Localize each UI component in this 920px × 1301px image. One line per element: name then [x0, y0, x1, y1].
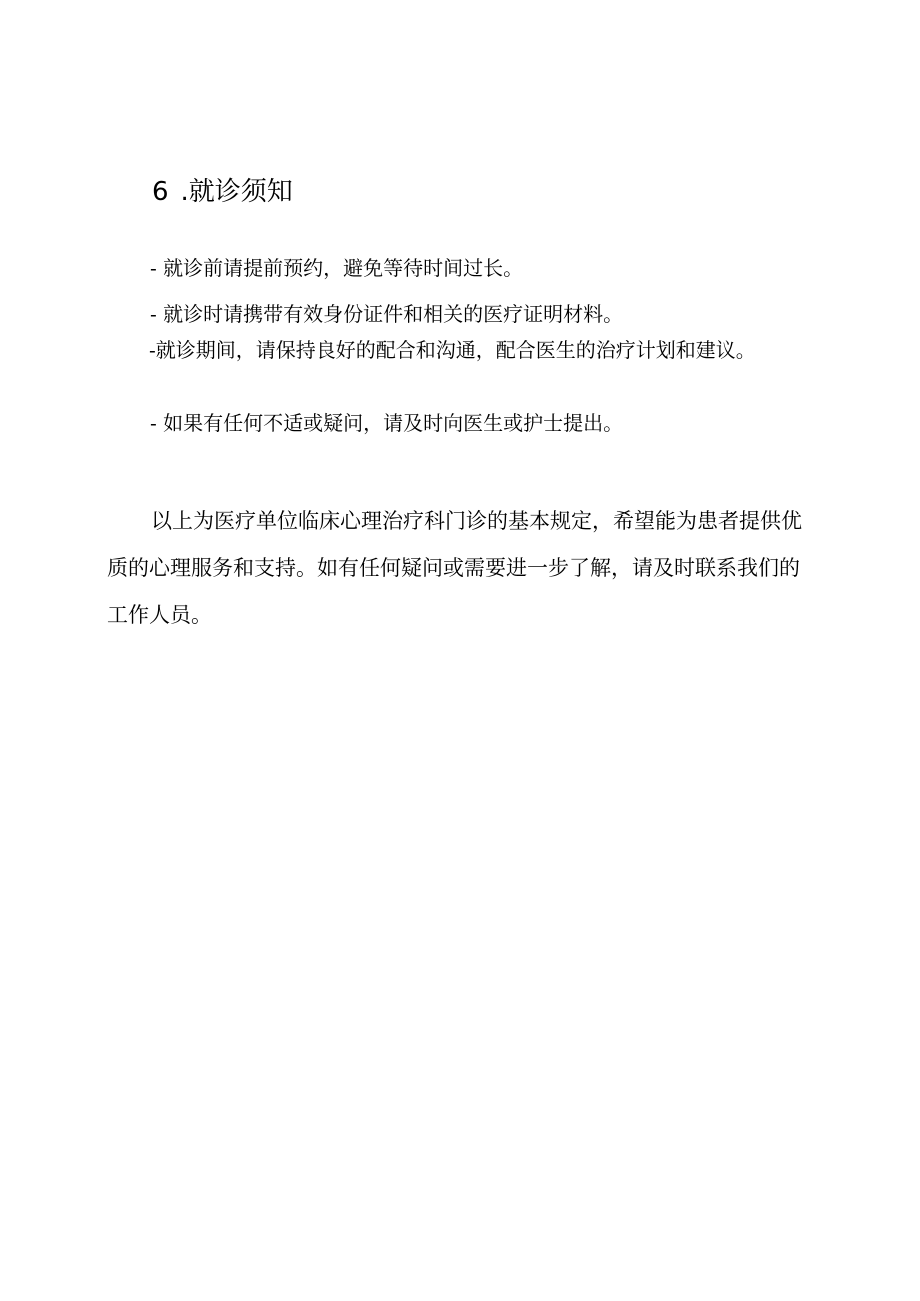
notice-item-documents: - 就诊时请携带有效身份证件和相关的医疗证明材料。	[150, 302, 624, 326]
section-number: 6	[152, 177, 169, 207]
notice-item-questions: - 如果有任何不适或疑问，请及时向医生或护士提出。	[150, 411, 624, 435]
notice-item-appointment: - 就诊前请提前预约，避免等待时间过长。	[150, 256, 524, 280]
section-title: .就诊须知	[180, 177, 293, 207]
notice-item-cooperation: -就诊期间，请保持良好的配合和沟通，配合医生的治疗计划和建议。	[149, 338, 756, 362]
conclusion-paragraph: 以上为医疗单位临床心理治疗科门诊的基本规定，希望能为患者提供优质的心理服务和支持。如有任何疑问或需要进一步了解，请及时联系我们的工作人员。	[107, 509, 802, 627]
section-heading	[152, 173, 293, 211]
